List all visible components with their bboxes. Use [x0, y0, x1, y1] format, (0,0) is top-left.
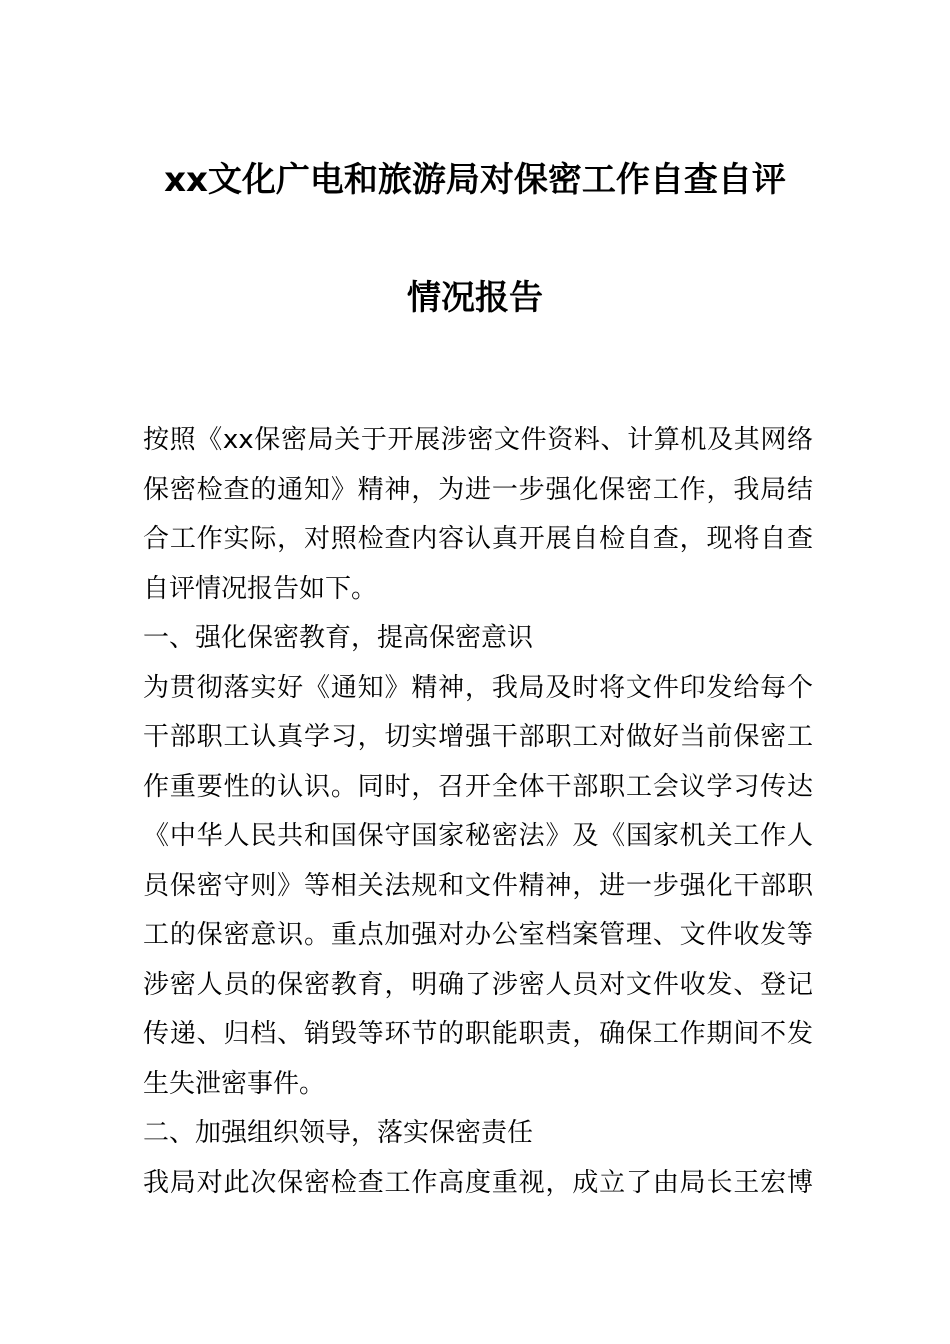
text-line: 员保密守则》等相关法规和文件精神，进一步强化干部职: [143, 870, 813, 901]
text-line: 保密检查的通知》精神，为进一步强化保密工作，我局结: [143, 474, 813, 505]
document-title-line-2: 情况报告: [407, 278, 543, 318]
text-line: 干部职工认真学习，切实增强干部职工对做好当前保密工: [143, 722, 813, 752]
text-line: 我局对此次保密检查工作高度重视，成立了由局长王宏博: [143, 1167, 813, 1198]
text-line: 《中华人民共和国保守国家秘密法》及《国家机关工作人: [143, 821, 813, 851]
document-body: [143, 416, 813, 1208]
document-title-line-1: xx文化广电和旅游局对保密工作自查自评: [164, 160, 786, 200]
text-line: 工的保密意识。重点加强对办公室档案管理、文件收发等: [143, 920, 813, 950]
text-line: 合工作实际，对照检查内容认真开展自检自查，现将自查: [143, 524, 813, 554]
text-line: 自评情况报告如下。: [143, 573, 378, 604]
text-line: 二、加强组织领导，落实保密责任: [143, 1118, 534, 1148]
text-line: 作重要性的认识。同时，召开全体干部职工会议学习传达: [143, 771, 813, 802]
text-line: 一、强化保密教育，提高保密意识: [143, 623, 534, 653]
text-line: 涉密人员的保密教育，明确了涉密人员对文件收发、登记: [143, 969, 813, 1000]
text-line: 为贯彻落实好《通知》精神，我局及时将文件印发给每个: [143, 672, 813, 703]
text-line: 生失泄密事件。: [143, 1068, 326, 1099]
text-line: 按照《xx保密局关于开展涉密文件资料、计算机及其网络: [143, 425, 813, 455]
text-line: 传递、归档、销毁等环节的职能职责，确保工作期间不发: [143, 1019, 813, 1049]
